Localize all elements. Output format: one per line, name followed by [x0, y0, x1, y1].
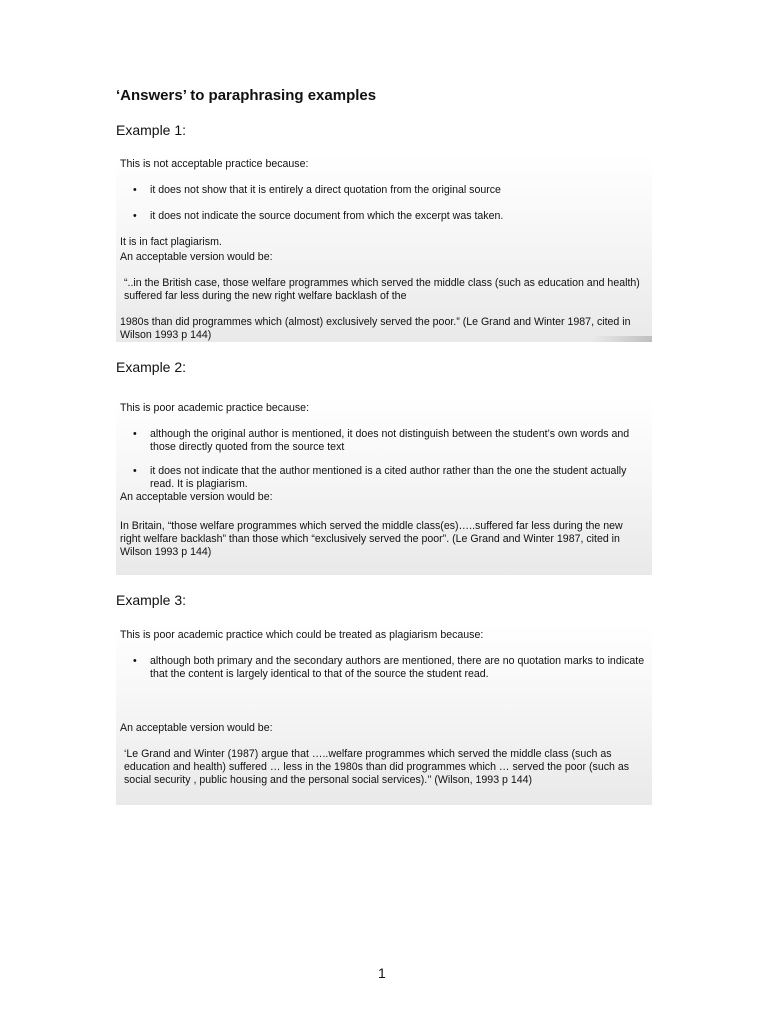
example-1-acceptable-label: An acceptable version would be: [120, 251, 273, 263]
example-3-bullet: • although both primary and the secondary authors are mentioned, there are no quotation marks to indicate that the content is largely identical to that of the source the student read. [134, 655, 646, 681]
example-1-bullet: • it does not show that it is entirely a direct quotation from the original source [134, 184, 646, 197]
panel-shadow [592, 336, 652, 342]
example-2-bullet: • although the original author is mentioned, it does not distinguish between the student’s own words and those directly quoted from the source text [134, 428, 646, 454]
example-1-heading: Example 1: [116, 122, 187, 138]
page-number: 1 [378, 965, 386, 981]
example-2-intro: This is poor academic practice because: [120, 402, 310, 414]
example-2-bullet: • it does not indicate that the author mentioned is a cited author rather than the one the student actually read. It is plagiarism. [134, 465, 646, 491]
example-1-panel [116, 154, 652, 342]
example-1-version-part2: 1980s than did programmes which (almost) exclusively served the poor.” (Le Grand and Winter 1987, cited in Wilson 1993 p 144) [120, 316, 631, 341]
example-1-bullet: • it does not indicate the source document from which the excerpt was taken. [134, 210, 646, 223]
example-3-acceptable-label: An acceptable version would be: [120, 722, 273, 734]
example-2-acceptable-label: An acceptable version would be: [120, 491, 273, 503]
example-1-note: It is in fact plagiarism. [120, 236, 222, 248]
example-3-heading: Example 3: [116, 592, 187, 608]
example-3-panel [116, 624, 652, 805]
example-3-intro: This is poor academic practice which could be treated as plagiarism because: [120, 629, 484, 641]
example-2-heading: Example 2: [116, 359, 187, 375]
example-2-version: In Britain, “those welfare programmes which served the middle class(es)…..suffered far less during the new right welfare backlash” than those which “exclusively served the poor”. (Le Grand and Winter 1987, cited in Wilson 1993 p 144) [120, 520, 623, 558]
example-2-panel [116, 398, 652, 575]
example-1-version-part1: “..in the British case, those welfare programmes which served the middle class (such as education and health) suffered far less during the new right welfare backlash of the [124, 277, 640, 302]
example-3-version: ‘Le Grand and Winter (1987) argue that …..welfare programmes which served the middle class (such as education and health) suffered … less in the 1980s than did programmes which … served the poor (such as social security , public housing and the personal social services).’’ (Wilson, 1993 p 144) [124, 748, 630, 786]
page-title: ‘Answers’ to paraphrasing examples [116, 87, 377, 104]
example-1-intro: This is not acceptable practice because: [120, 158, 309, 170]
